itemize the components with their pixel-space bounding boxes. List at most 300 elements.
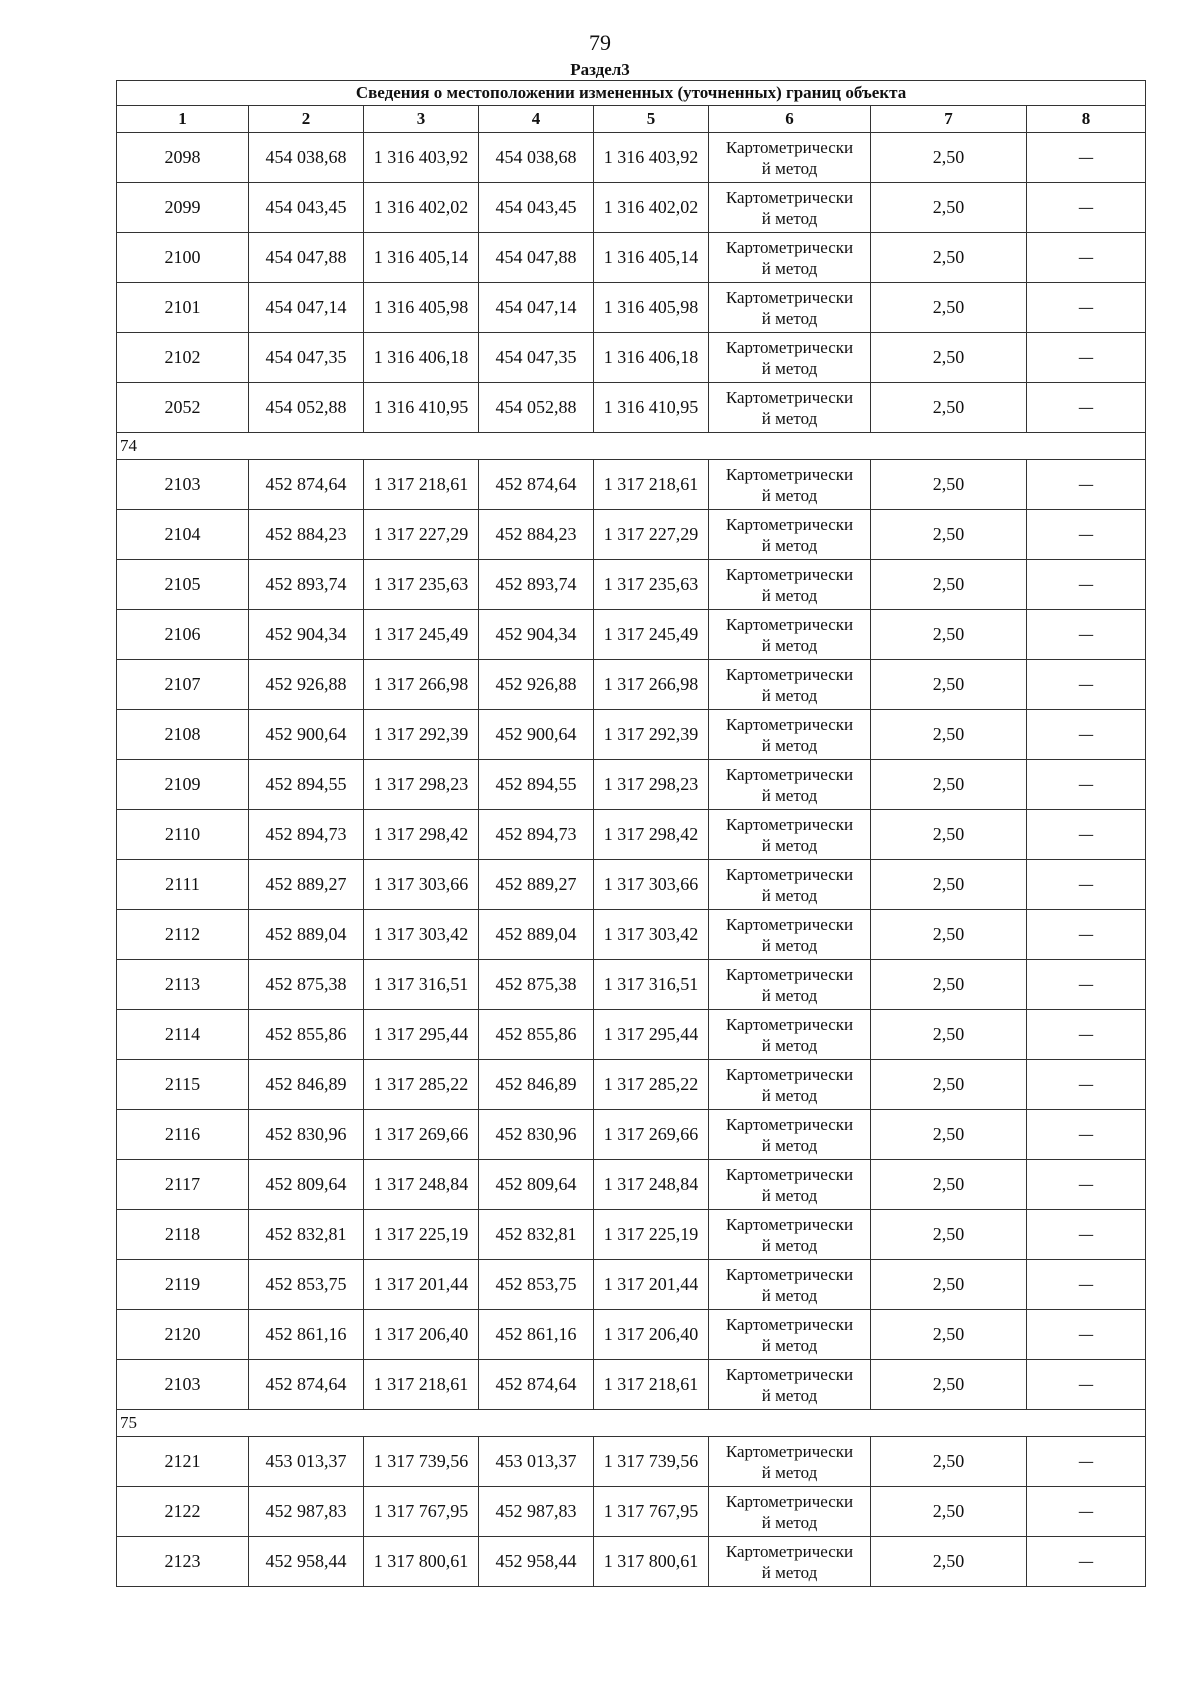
y-existing: 1 317 245,49 bbox=[364, 610, 479, 660]
method-line2: й метод bbox=[761, 208, 818, 228]
column-number: 2 bbox=[249, 106, 364, 133]
description-cell: — bbox=[1027, 383, 1146, 433]
accuracy-cell: 2,50 bbox=[871, 1487, 1027, 1537]
method-cell bbox=[709, 960, 871, 1010]
method-line2: й метод bbox=[761, 1562, 818, 1582]
x-existing: 452 900,64 bbox=[249, 710, 364, 760]
accuracy-cell: 2,50 bbox=[871, 1537, 1027, 1587]
accuracy-cell: 2,50 bbox=[871, 760, 1027, 810]
x-existing: 454 052,88 bbox=[249, 383, 364, 433]
x-existing: 452 987,83 bbox=[249, 1487, 364, 1537]
method-line1: Картометрически bbox=[725, 137, 854, 157]
y-existing: 1 317 235,63 bbox=[364, 560, 479, 610]
method-line2: й метод bbox=[761, 1085, 818, 1105]
y-new: 1 316 405,98 bbox=[594, 283, 709, 333]
accuracy-cell: 2,50 bbox=[871, 560, 1027, 610]
y-new: 1 316 402,02 bbox=[594, 183, 709, 233]
y-new: 1 317 248,84 bbox=[594, 1160, 709, 1210]
method-cell bbox=[709, 610, 871, 660]
method-cell bbox=[709, 560, 871, 610]
y-existing: 1 317 266,98 bbox=[364, 660, 479, 710]
method-line1: Картометрически bbox=[725, 1314, 854, 1334]
method-line1: Картометрически bbox=[725, 1364, 854, 1384]
method-cell bbox=[709, 233, 871, 283]
method-cell bbox=[709, 333, 871, 383]
table-row bbox=[117, 610, 1146, 660]
accuracy-cell: 2,50 bbox=[871, 283, 1027, 333]
section-title: Раздел3 bbox=[570, 60, 630, 79]
y-new: 1 317 201,44 bbox=[594, 1260, 709, 1310]
method-cell bbox=[709, 1260, 871, 1310]
x-new: 454 052,88 bbox=[479, 383, 594, 433]
method-line1: Картометрически bbox=[725, 614, 854, 634]
method-line1: Картометрически bbox=[725, 337, 854, 357]
description-cell: — bbox=[1027, 810, 1146, 860]
method-line2: й метод bbox=[761, 835, 818, 855]
description-cell: — bbox=[1027, 610, 1146, 660]
x-new: 452 926,88 bbox=[479, 660, 594, 710]
method-line1: Картометрически bbox=[725, 764, 854, 784]
method-line1: Картометрически bbox=[725, 1491, 854, 1511]
method-line1: Картометрически bbox=[725, 1264, 854, 1284]
table-row bbox=[117, 1537, 1146, 1587]
column-number: 1 bbox=[117, 106, 249, 133]
point-number: 2102 bbox=[117, 333, 249, 383]
description-cell: — bbox=[1027, 1537, 1146, 1587]
x-new: 452 894,55 bbox=[479, 760, 594, 810]
y-new: 1 317 739,56 bbox=[594, 1437, 709, 1487]
method-line1: Картометрически bbox=[725, 864, 854, 884]
method-line1: Картометрически bbox=[725, 1164, 854, 1184]
table-row bbox=[117, 233, 1146, 283]
point-number: 2100 bbox=[117, 233, 249, 283]
point-number: 2108 bbox=[117, 710, 249, 760]
y-existing: 1 316 405,98 bbox=[364, 283, 479, 333]
accuracy-cell: 2,50 bbox=[871, 810, 1027, 860]
point-number: 2106 bbox=[117, 610, 249, 660]
x-new: 452 889,04 bbox=[479, 910, 594, 960]
group-row bbox=[117, 433, 1146, 460]
description-cell: — bbox=[1027, 1487, 1146, 1537]
point-number: 2103 bbox=[117, 1360, 249, 1410]
table-row bbox=[117, 960, 1146, 1010]
accuracy-cell: 2,50 bbox=[871, 1160, 1027, 1210]
y-new: 1 317 303,42 bbox=[594, 910, 709, 960]
method-line2: й метод bbox=[761, 308, 818, 328]
method-line2: й метод bbox=[761, 785, 818, 805]
y-new: 1 317 303,66 bbox=[594, 860, 709, 910]
point-number: 2115 bbox=[117, 1060, 249, 1110]
y-new: 1 317 235,63 bbox=[594, 560, 709, 610]
table-row bbox=[117, 1437, 1146, 1487]
description-cell: — bbox=[1027, 1210, 1146, 1260]
method-line2: й метод bbox=[761, 985, 818, 1005]
method-line2: й метод bbox=[761, 1285, 818, 1305]
method-line1: Картометрически bbox=[725, 714, 854, 734]
method-line2: й метод bbox=[761, 1512, 818, 1532]
accuracy-cell: 2,50 bbox=[871, 133, 1027, 183]
accuracy-cell: 2,50 bbox=[871, 660, 1027, 710]
x-new: 452 958,44 bbox=[479, 1537, 594, 1587]
page-number: 79 bbox=[589, 30, 611, 55]
y-new: 1 317 218,61 bbox=[594, 1360, 709, 1410]
method-cell bbox=[709, 283, 871, 333]
table-row bbox=[117, 560, 1146, 610]
method-line1: Картометрически bbox=[725, 187, 854, 207]
method-cell bbox=[709, 1060, 871, 1110]
accuracy-cell: 2,50 bbox=[871, 610, 1027, 660]
point-number: 2111 bbox=[117, 860, 249, 910]
description-cell: — bbox=[1027, 233, 1146, 283]
y-existing: 1 317 292,39 bbox=[364, 710, 479, 760]
point-number: 2114 bbox=[117, 1010, 249, 1060]
group-label: 74 bbox=[117, 433, 1146, 460]
x-new: 452 875,38 bbox=[479, 960, 594, 1010]
x-existing: 452 894,55 bbox=[249, 760, 364, 810]
x-new: 452 832,81 bbox=[479, 1210, 594, 1260]
table-row bbox=[117, 133, 1146, 183]
y-existing: 1 317 227,29 bbox=[364, 510, 479, 560]
description-cell: — bbox=[1027, 910, 1146, 960]
point-number: 2112 bbox=[117, 910, 249, 960]
x-existing: 452 926,88 bbox=[249, 660, 364, 710]
table-row bbox=[117, 383, 1146, 433]
x-existing: 452 832,81 bbox=[249, 1210, 364, 1260]
x-new: 454 047,35 bbox=[479, 333, 594, 383]
table-row bbox=[117, 660, 1146, 710]
table-row bbox=[117, 1360, 1146, 1410]
x-existing: 452 894,73 bbox=[249, 810, 364, 860]
point-number: 2104 bbox=[117, 510, 249, 560]
y-existing: 1 316 405,14 bbox=[364, 233, 479, 283]
x-existing: 452 889,04 bbox=[249, 910, 364, 960]
point-number: 2116 bbox=[117, 1110, 249, 1160]
y-new: 1 317 295,44 bbox=[594, 1010, 709, 1060]
description-cell: — bbox=[1027, 510, 1146, 560]
description-cell: — bbox=[1027, 560, 1146, 610]
y-new: 1 317 800,61 bbox=[594, 1537, 709, 1587]
description-cell: — bbox=[1027, 1360, 1146, 1410]
method-line2: й метод bbox=[761, 1035, 818, 1055]
method-line2: й метод bbox=[761, 1135, 818, 1155]
y-existing: 1 317 316,51 bbox=[364, 960, 479, 1010]
x-existing: 452 861,16 bbox=[249, 1310, 364, 1360]
y-new: 1 316 406,18 bbox=[594, 333, 709, 383]
y-existing: 1 316 402,02 bbox=[364, 183, 479, 233]
point-number: 2120 bbox=[117, 1310, 249, 1360]
description-cell: — bbox=[1027, 1160, 1146, 1210]
y-existing: 1 317 303,42 bbox=[364, 910, 479, 960]
x-new: 452 855,86 bbox=[479, 1010, 594, 1060]
accuracy-cell: 2,50 bbox=[871, 460, 1027, 510]
method-line1: Картометрически bbox=[725, 387, 854, 407]
method-cell bbox=[709, 460, 871, 510]
method-cell bbox=[709, 1110, 871, 1160]
x-new: 452 893,74 bbox=[479, 560, 594, 610]
method-cell bbox=[709, 510, 871, 560]
description-cell: — bbox=[1027, 1437, 1146, 1487]
column-number: 7 bbox=[871, 106, 1027, 133]
point-number: 2110 bbox=[117, 810, 249, 860]
method-line1: Картометрически bbox=[725, 1114, 854, 1134]
y-existing: 1 317 225,19 bbox=[364, 1210, 479, 1260]
table-row bbox=[117, 1060, 1146, 1110]
table-row bbox=[117, 460, 1146, 510]
method-line2: й метод bbox=[761, 485, 818, 505]
method-line2: й метод bbox=[761, 258, 818, 278]
accuracy-cell: 2,50 bbox=[871, 710, 1027, 760]
table-caption: Сведения о местоположении измененных (уточненных) границ объекта bbox=[117, 81, 1146, 106]
table-row bbox=[117, 1010, 1146, 1060]
table-row bbox=[117, 283, 1146, 333]
table-row bbox=[117, 760, 1146, 810]
table-row bbox=[117, 810, 1146, 860]
method-cell bbox=[709, 910, 871, 960]
accuracy-cell: 2,50 bbox=[871, 183, 1027, 233]
y-existing: 1 316 410,95 bbox=[364, 383, 479, 433]
method-line2: й метод bbox=[761, 735, 818, 755]
table-row bbox=[117, 1210, 1146, 1260]
point-number: 2121 bbox=[117, 1437, 249, 1487]
x-new: 452 904,34 bbox=[479, 610, 594, 660]
point-number: 2113 bbox=[117, 960, 249, 1010]
point-number: 2118 bbox=[117, 1210, 249, 1260]
point-number: 2122 bbox=[117, 1487, 249, 1537]
y-existing: 1 317 800,61 bbox=[364, 1537, 479, 1587]
method-line2: й метод bbox=[761, 1385, 818, 1405]
method-cell bbox=[709, 1310, 871, 1360]
method-cell bbox=[709, 1487, 871, 1537]
description-cell: — bbox=[1027, 1010, 1146, 1060]
method-line1: Картометрически bbox=[725, 514, 854, 534]
table-row bbox=[117, 183, 1146, 233]
y-new: 1 316 405,14 bbox=[594, 233, 709, 283]
description-cell: — bbox=[1027, 710, 1146, 760]
point-number: 2123 bbox=[117, 1537, 249, 1587]
x-existing: 453 013,37 bbox=[249, 1437, 364, 1487]
boundary-coordinates-table bbox=[116, 80, 1146, 1587]
method-line1: Картометрически bbox=[725, 814, 854, 834]
accuracy-cell: 2,50 bbox=[871, 960, 1027, 1010]
x-existing: 454 047,88 bbox=[249, 233, 364, 283]
accuracy-cell: 2,50 bbox=[871, 333, 1027, 383]
column-number: 4 bbox=[479, 106, 594, 133]
table-row bbox=[117, 1487, 1146, 1537]
x-new: 452 987,83 bbox=[479, 1487, 594, 1537]
x-new: 454 047,88 bbox=[479, 233, 594, 283]
accuracy-cell: 2,50 bbox=[871, 1437, 1027, 1487]
method-line2: й метод bbox=[761, 885, 818, 905]
table-row bbox=[117, 1310, 1146, 1360]
point-number: 2101 bbox=[117, 283, 249, 333]
method-line2: й метод bbox=[761, 685, 818, 705]
method-line1: Картометрически bbox=[725, 964, 854, 984]
method-cell bbox=[709, 133, 871, 183]
point-number: 2109 bbox=[117, 760, 249, 810]
x-new: 452 894,73 bbox=[479, 810, 594, 860]
accuracy-cell: 2,50 bbox=[871, 1210, 1027, 1260]
method-cell bbox=[709, 1160, 871, 1210]
x-new: 452 809,64 bbox=[479, 1160, 594, 1210]
accuracy-cell: 2,50 bbox=[871, 1360, 1027, 1410]
x-new: 454 038,68 bbox=[479, 133, 594, 183]
method-cell bbox=[709, 860, 871, 910]
method-line2: й метод bbox=[761, 1462, 818, 1482]
accuracy-cell: 2,50 bbox=[871, 510, 1027, 560]
x-existing: 454 047,35 bbox=[249, 333, 364, 383]
y-new: 1 317 225,19 bbox=[594, 1210, 709, 1260]
method-line1: Картометрически bbox=[725, 1064, 854, 1084]
description-cell: — bbox=[1027, 333, 1146, 383]
x-new: 454 047,14 bbox=[479, 283, 594, 333]
point-number: 2117 bbox=[117, 1160, 249, 1210]
x-new: 452 874,64 bbox=[479, 460, 594, 510]
x-existing: 452 855,86 bbox=[249, 1010, 364, 1060]
description-cell: — bbox=[1027, 1310, 1146, 1360]
y-existing: 1 317 303,66 bbox=[364, 860, 479, 910]
y-new: 1 317 316,51 bbox=[594, 960, 709, 1010]
method-line1: Картометрически bbox=[725, 1441, 854, 1461]
method-line1: Картометрически bbox=[725, 287, 854, 307]
column-numbers-row bbox=[117, 106, 1146, 133]
x-new: 452 853,75 bbox=[479, 1260, 594, 1310]
y-existing: 1 317 295,44 bbox=[364, 1010, 479, 1060]
y-new: 1 317 218,61 bbox=[594, 460, 709, 510]
x-new: 452 884,23 bbox=[479, 510, 594, 560]
accuracy-cell: 2,50 bbox=[871, 860, 1027, 910]
group-label: 75 bbox=[117, 1410, 1146, 1437]
x-existing: 452 874,64 bbox=[249, 460, 364, 510]
method-cell bbox=[709, 760, 871, 810]
accuracy-cell: 2,50 bbox=[871, 1310, 1027, 1360]
x-new: 452 861,16 bbox=[479, 1310, 594, 1360]
y-new: 1 317 292,39 bbox=[594, 710, 709, 760]
description-cell: — bbox=[1027, 960, 1146, 1010]
table-row bbox=[117, 910, 1146, 960]
y-new: 1 317 767,95 bbox=[594, 1487, 709, 1537]
x-existing: 452 809,64 bbox=[249, 1160, 364, 1210]
y-existing: 1 317 218,61 bbox=[364, 460, 479, 510]
y-existing: 1 317 206,40 bbox=[364, 1310, 479, 1360]
y-existing: 1 317 248,84 bbox=[364, 1160, 479, 1210]
accuracy-cell: 2,50 bbox=[871, 1060, 1027, 1110]
method-cell bbox=[709, 1210, 871, 1260]
method-line1: Картометрически bbox=[725, 564, 854, 584]
method-line1: Картометрически bbox=[725, 464, 854, 484]
method-line2: й метод bbox=[761, 635, 818, 655]
method-line2: й метод bbox=[761, 158, 818, 178]
method-cell bbox=[709, 1360, 871, 1410]
accuracy-cell: 2,50 bbox=[871, 1110, 1027, 1160]
accuracy-cell: 2,50 bbox=[871, 233, 1027, 283]
method-line2: й метод bbox=[761, 1235, 818, 1255]
method-line1: Картометрически bbox=[725, 664, 854, 684]
y-existing: 1 317 201,44 bbox=[364, 1260, 479, 1310]
description-cell: — bbox=[1027, 183, 1146, 233]
x-new: 452 830,96 bbox=[479, 1110, 594, 1160]
method-line2: й метод bbox=[761, 935, 818, 955]
column-number: 8 bbox=[1027, 106, 1146, 133]
table-row bbox=[117, 1260, 1146, 1310]
y-new: 1 317 285,22 bbox=[594, 1060, 709, 1110]
method-line2: й метод bbox=[761, 535, 818, 555]
y-new: 1 317 245,49 bbox=[594, 610, 709, 660]
x-existing: 454 038,68 bbox=[249, 133, 364, 183]
method-line1: Картометрически bbox=[725, 914, 854, 934]
table-row bbox=[117, 1160, 1146, 1210]
method-cell bbox=[709, 710, 871, 760]
method-line1: Картометрически bbox=[725, 237, 854, 257]
x-existing: 452 884,23 bbox=[249, 510, 364, 560]
x-existing: 452 830,96 bbox=[249, 1110, 364, 1160]
y-existing: 1 317 218,61 bbox=[364, 1360, 479, 1410]
y-new: 1 316 410,95 bbox=[594, 383, 709, 433]
table-row bbox=[117, 1110, 1146, 1160]
point-number: 2098 bbox=[117, 133, 249, 183]
method-cell bbox=[709, 1537, 871, 1587]
x-new: 453 013,37 bbox=[479, 1437, 594, 1487]
description-cell: — bbox=[1027, 460, 1146, 510]
y-existing: 1 317 767,95 bbox=[364, 1487, 479, 1537]
accuracy-cell: 2,50 bbox=[871, 1260, 1027, 1310]
method-cell bbox=[709, 810, 871, 860]
x-existing: 452 853,75 bbox=[249, 1260, 364, 1310]
x-new: 452 874,64 bbox=[479, 1360, 594, 1410]
group-row bbox=[117, 1410, 1146, 1437]
method-cell bbox=[709, 1437, 871, 1487]
method-line1: Картометрически bbox=[725, 1214, 854, 1234]
column-number: 5 bbox=[594, 106, 709, 133]
x-existing: 452 874,64 bbox=[249, 1360, 364, 1410]
description-cell: — bbox=[1027, 1260, 1146, 1310]
x-new: 452 846,89 bbox=[479, 1060, 594, 1110]
table-row bbox=[117, 710, 1146, 760]
y-new: 1 317 266,98 bbox=[594, 660, 709, 710]
x-existing: 452 846,89 bbox=[249, 1060, 364, 1110]
method-line1: Картометрически bbox=[725, 1541, 854, 1561]
y-existing: 1 317 298,42 bbox=[364, 810, 479, 860]
x-new: 452 889,27 bbox=[479, 860, 594, 910]
x-existing: 452 958,44 bbox=[249, 1537, 364, 1587]
point-number: 2052 bbox=[117, 383, 249, 433]
description-cell: — bbox=[1027, 133, 1146, 183]
method-line2: й метод bbox=[761, 585, 818, 605]
y-existing: 1 316 403,92 bbox=[364, 133, 479, 183]
accuracy-cell: 2,50 bbox=[871, 1010, 1027, 1060]
description-cell: — bbox=[1027, 1060, 1146, 1110]
x-existing: 452 893,74 bbox=[249, 560, 364, 610]
method-cell bbox=[709, 660, 871, 710]
point-number: 2107 bbox=[117, 660, 249, 710]
column-number: 6 bbox=[709, 106, 871, 133]
y-existing: 1 317 269,66 bbox=[364, 1110, 479, 1160]
point-number: 2105 bbox=[117, 560, 249, 610]
point-number: 2099 bbox=[117, 183, 249, 233]
point-number: 2119 bbox=[117, 1260, 249, 1310]
method-line2: й метод bbox=[761, 1335, 818, 1355]
column-number: 3 bbox=[364, 106, 479, 133]
x-new: 452 900,64 bbox=[479, 710, 594, 760]
y-new: 1 316 403,92 bbox=[594, 133, 709, 183]
y-new: 1 317 206,40 bbox=[594, 1310, 709, 1360]
x-existing: 454 047,14 bbox=[249, 283, 364, 333]
method-line2: й метод bbox=[761, 408, 818, 428]
method-line2: й метод bbox=[761, 358, 818, 378]
table-row bbox=[117, 333, 1146, 383]
method-line1: Картометрически bbox=[725, 1014, 854, 1034]
description-cell: — bbox=[1027, 760, 1146, 810]
x-existing: 452 904,34 bbox=[249, 610, 364, 660]
